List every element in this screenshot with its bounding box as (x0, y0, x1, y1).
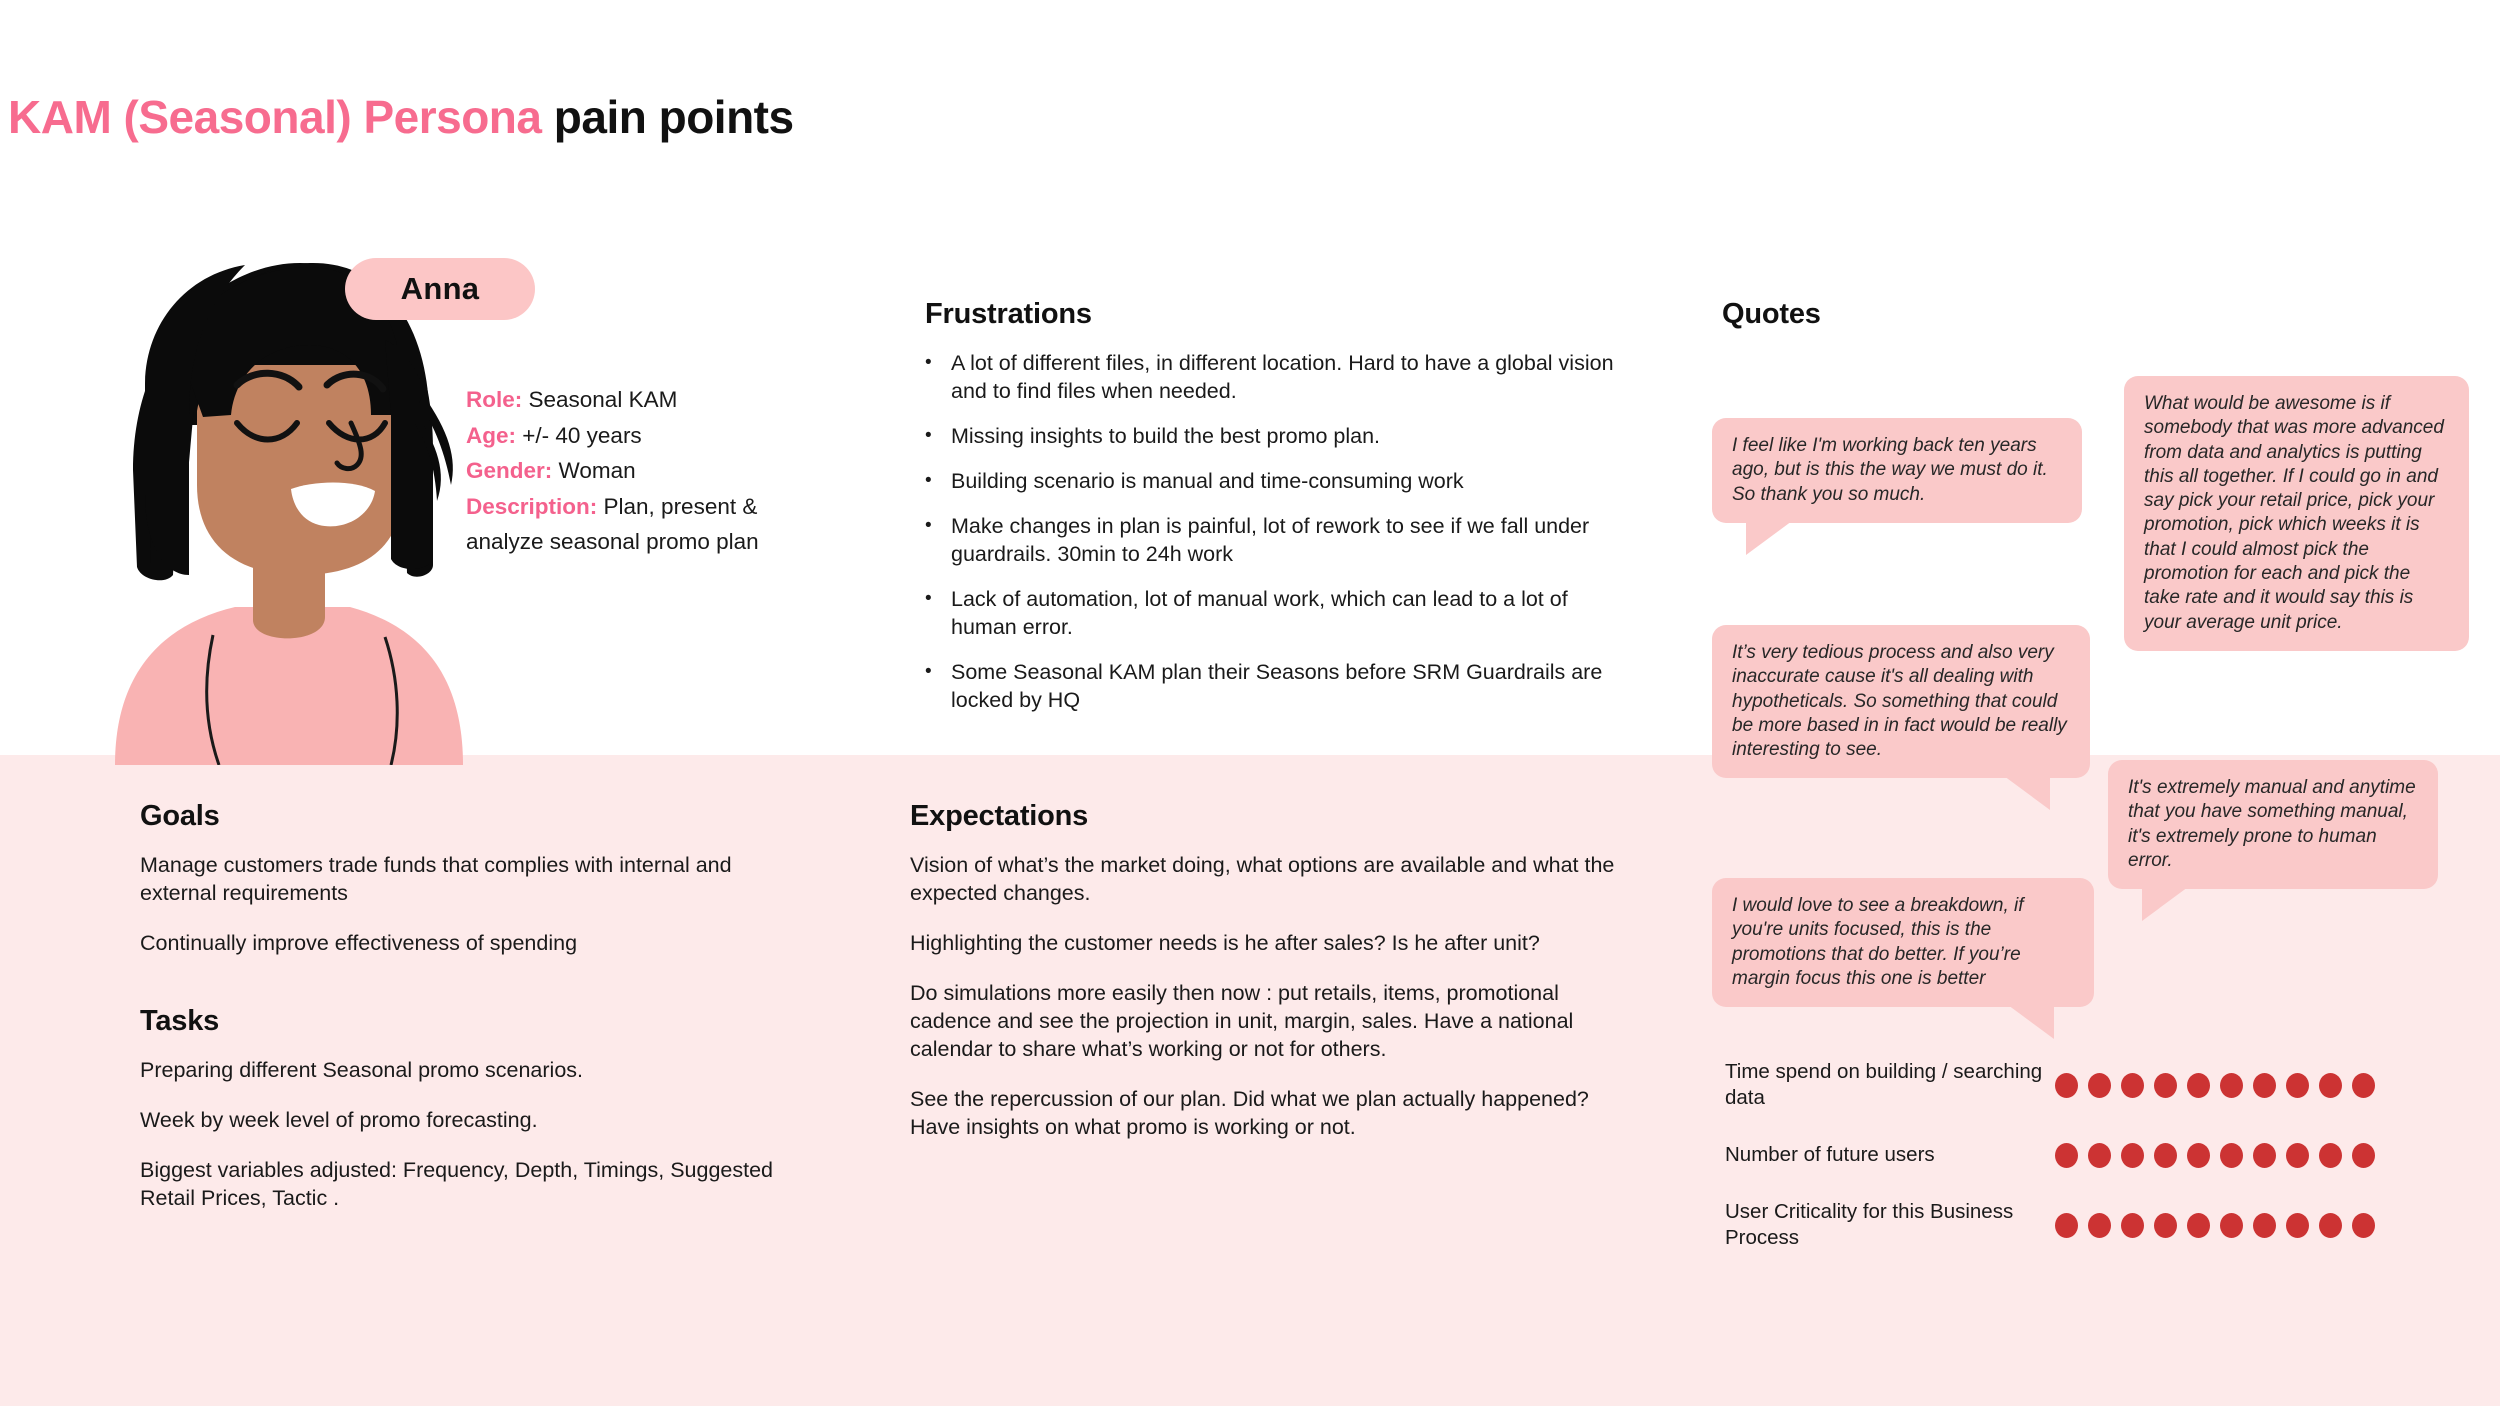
metric-row (1725, 1190, 2445, 1260)
frustration-item (925, 585, 1615, 641)
expectation-item: Vision of what’s the market doing, what options are available and what the expected changes. (910, 853, 1615, 905)
tasks-heading: Tasks (140, 1005, 220, 1037)
goals-heading: Goals (140, 800, 220, 832)
expectation-item: Highlighting the customer needs is he after sales? Is he after unit? (910, 931, 1540, 955)
attribute-description-value: Plan, present & analyze seasonal promo plan (466, 493, 759, 554)
page-title-accent: KAM (Seasonal) Persona (8, 91, 542, 143)
task-item: Biggest variables adjusted: Frequency, Depth, Timings, Suggested Retail Prices, Tactic . (140, 1158, 774, 1210)
bullet-icon: • (925, 470, 932, 491)
metric-dots (2055, 1213, 2375, 1238)
frustration-text: Building scenario is manual and time-consuming work (951, 469, 1464, 493)
metric-dots (2055, 1143, 2375, 1168)
goals-section (140, 800, 790, 979)
metric-dot-filled (2154, 1073, 2177, 1098)
metric-dot-filled (2253, 1213, 2276, 1238)
bullet-icon: • (925, 661, 932, 682)
metric-dot-filled (2319, 1213, 2342, 1238)
metric-dot-filled (2187, 1213, 2210, 1238)
persona-name: Anna (400, 271, 480, 306)
attribute-role (466, 382, 796, 418)
quote-tail-icon (2004, 776, 2050, 810)
frustration-text: A lot of different files, in different location. Hard to have a global vision and to find files when needed. (951, 351, 1614, 403)
metrics-section (1725, 1050, 2445, 1260)
quote-bubble (1712, 878, 2094, 1007)
quote-text: What would be awesome is if somebody that was more advanced from data and analytics is putting this all together. If I could go in and say pick your retail price, pick your promotion, pick which weeks it is that I could almost pick the promotion for each and pick the take rate and it would say this is your average unit price. (2144, 393, 2444, 633)
metric-dot-filled (2352, 1143, 2375, 1168)
quote-text: It’s very tedious process and also very inaccurate cause it's all dealing with hypotheticals. So something that could be more based in in fact would be really interesting to see. (1732, 642, 2067, 761)
attribute-age (466, 418, 796, 454)
expectation-item: See the repercussion of our plan. Did what we plan actually happened? Have insights on what promo is working or not. (910, 1087, 1589, 1139)
attribute-role-key: Role: (466, 387, 523, 412)
frustration-item (925, 512, 1615, 568)
frustration-item (925, 349, 1615, 405)
metric-dot-filled (2352, 1213, 2375, 1238)
bullet-icon: • (925, 352, 932, 373)
metric-dot-filled (2352, 1073, 2375, 1098)
quotes-heading: Quotes (1722, 298, 1821, 330)
metric-dot-filled (2055, 1143, 2078, 1168)
task-item: Preparing different Seasonal promo scenarios. (140, 1058, 583, 1082)
frustration-item (925, 658, 1615, 714)
quote-tail-icon (1746, 521, 1792, 555)
bullet-icon: • (925, 425, 932, 446)
expectations-section (910, 800, 1630, 1163)
metric-dot-filled (2253, 1073, 2276, 1098)
metric-dot-filled (2121, 1073, 2144, 1098)
metric-dot-filled (2187, 1143, 2210, 1168)
metric-dot-filled (2220, 1213, 2243, 1238)
metric-dot-filled (2319, 1073, 2342, 1098)
expectations-heading: Expectations (910, 800, 1089, 832)
frustrations-heading: Frustrations (925, 298, 1092, 330)
frustration-item (925, 422, 1615, 450)
attribute-description (466, 489, 796, 560)
metric-dot-filled (2121, 1213, 2144, 1238)
frustrations-section (925, 298, 1615, 731)
metric-dot-filled (2286, 1213, 2309, 1238)
metric-label: Number of future users (1725, 1143, 1935, 1166)
quote-tail-icon (2008, 1005, 2054, 1039)
metric-label: Time spend on building / searching data (1725, 1060, 2043, 1109)
metric-dot-filled (2088, 1073, 2111, 1098)
attribute-age-key: Age: (466, 422, 516, 448)
metric-dot-filled (2055, 1213, 2078, 1238)
metric-dot-filled (2286, 1073, 2309, 1098)
metric-dot-filled (2286, 1143, 2309, 1168)
quote-text: I would love to see a breakdown, if you're units focused, this is the promotions that do better. If you’re margin focus this one is better (1732, 895, 2024, 989)
quote-bubble (1712, 625, 2090, 778)
attribute-role-value: Seasonal KAM (522, 387, 678, 412)
goal-item: Manage customers trade funds that complies with internal and external requirements (140, 853, 732, 905)
metric-row (1725, 1120, 2445, 1190)
task-item: Week by week level of promo forecasting. (140, 1108, 538, 1132)
bullet-icon: • (925, 515, 932, 536)
metric-dot-filled (2187, 1073, 2210, 1098)
metric-dot-filled (2088, 1213, 2111, 1238)
frustration-item (925, 467, 1615, 495)
attribute-gender-value: Woman (552, 458, 636, 483)
bullet-icon: • (925, 588, 932, 609)
quote-bubble (2108, 760, 2438, 889)
metric-dots (2055, 1073, 2375, 1098)
metric-dot-filled (2055, 1073, 2078, 1098)
quote-bubble (2124, 376, 2469, 651)
metric-dot-filled (2154, 1213, 2177, 1238)
quote-tail-icon (2142, 887, 2188, 921)
metric-label: User Criticality for this Business Process (1725, 1200, 2014, 1249)
attribute-gender-key: Gender: (466, 458, 553, 483)
frustration-text: Lack of automation, lot of manual work, which can lead to a lot of human error. (951, 587, 1568, 639)
metric-dot-filled (2319, 1143, 2342, 1168)
tasks-section (140, 1005, 820, 1234)
quote-bubble (1712, 418, 2082, 523)
expectation-item: Do simulations more easily then now : put retails, items, promotional cadence and see the projection in unit, margin, sales. Have a national calendar to share what’s working or not for others. (910, 981, 1574, 1061)
goal-item: Continually improve effectiveness of spending (140, 931, 578, 955)
persona-avatar (85, 245, 485, 765)
persona-name-badge (345, 258, 535, 320)
metric-dot-filled (2088, 1143, 2111, 1168)
quote-text: I feel like I'm working back ten years ago, but is this the way we must do it. So thank you so much. (1732, 435, 2048, 505)
persona-attributes (466, 382, 796, 560)
frustration-text: Make changes in plan is painful, lot of rework to see if we fall under guardrails. 30min to 24h work (951, 514, 1590, 566)
page-title (8, 90, 794, 144)
metric-row (1725, 1050, 2445, 1120)
metric-dot-filled (2220, 1143, 2243, 1168)
metric-dot-filled (2253, 1143, 2276, 1168)
page-title-plain: pain points (541, 91, 794, 143)
attribute-age-value: +/- 40 years (516, 422, 642, 448)
metric-dot-filled (2154, 1143, 2177, 1168)
attribute-description-key: Description: (466, 493, 598, 519)
frustration-text: Some Seasonal KAM plan their Seasons before SRM Guardrails are locked by HQ (951, 660, 1603, 712)
frustration-text: Missing insights to build the best promo plan. (951, 424, 1381, 448)
attribute-gender (466, 453, 796, 489)
quote-text: It's extremely manual and anytime that you have something manual, it's extremely prone to human error. (2128, 777, 2416, 871)
metric-dot-filled (2220, 1073, 2243, 1098)
metric-dot-filled (2121, 1143, 2144, 1168)
